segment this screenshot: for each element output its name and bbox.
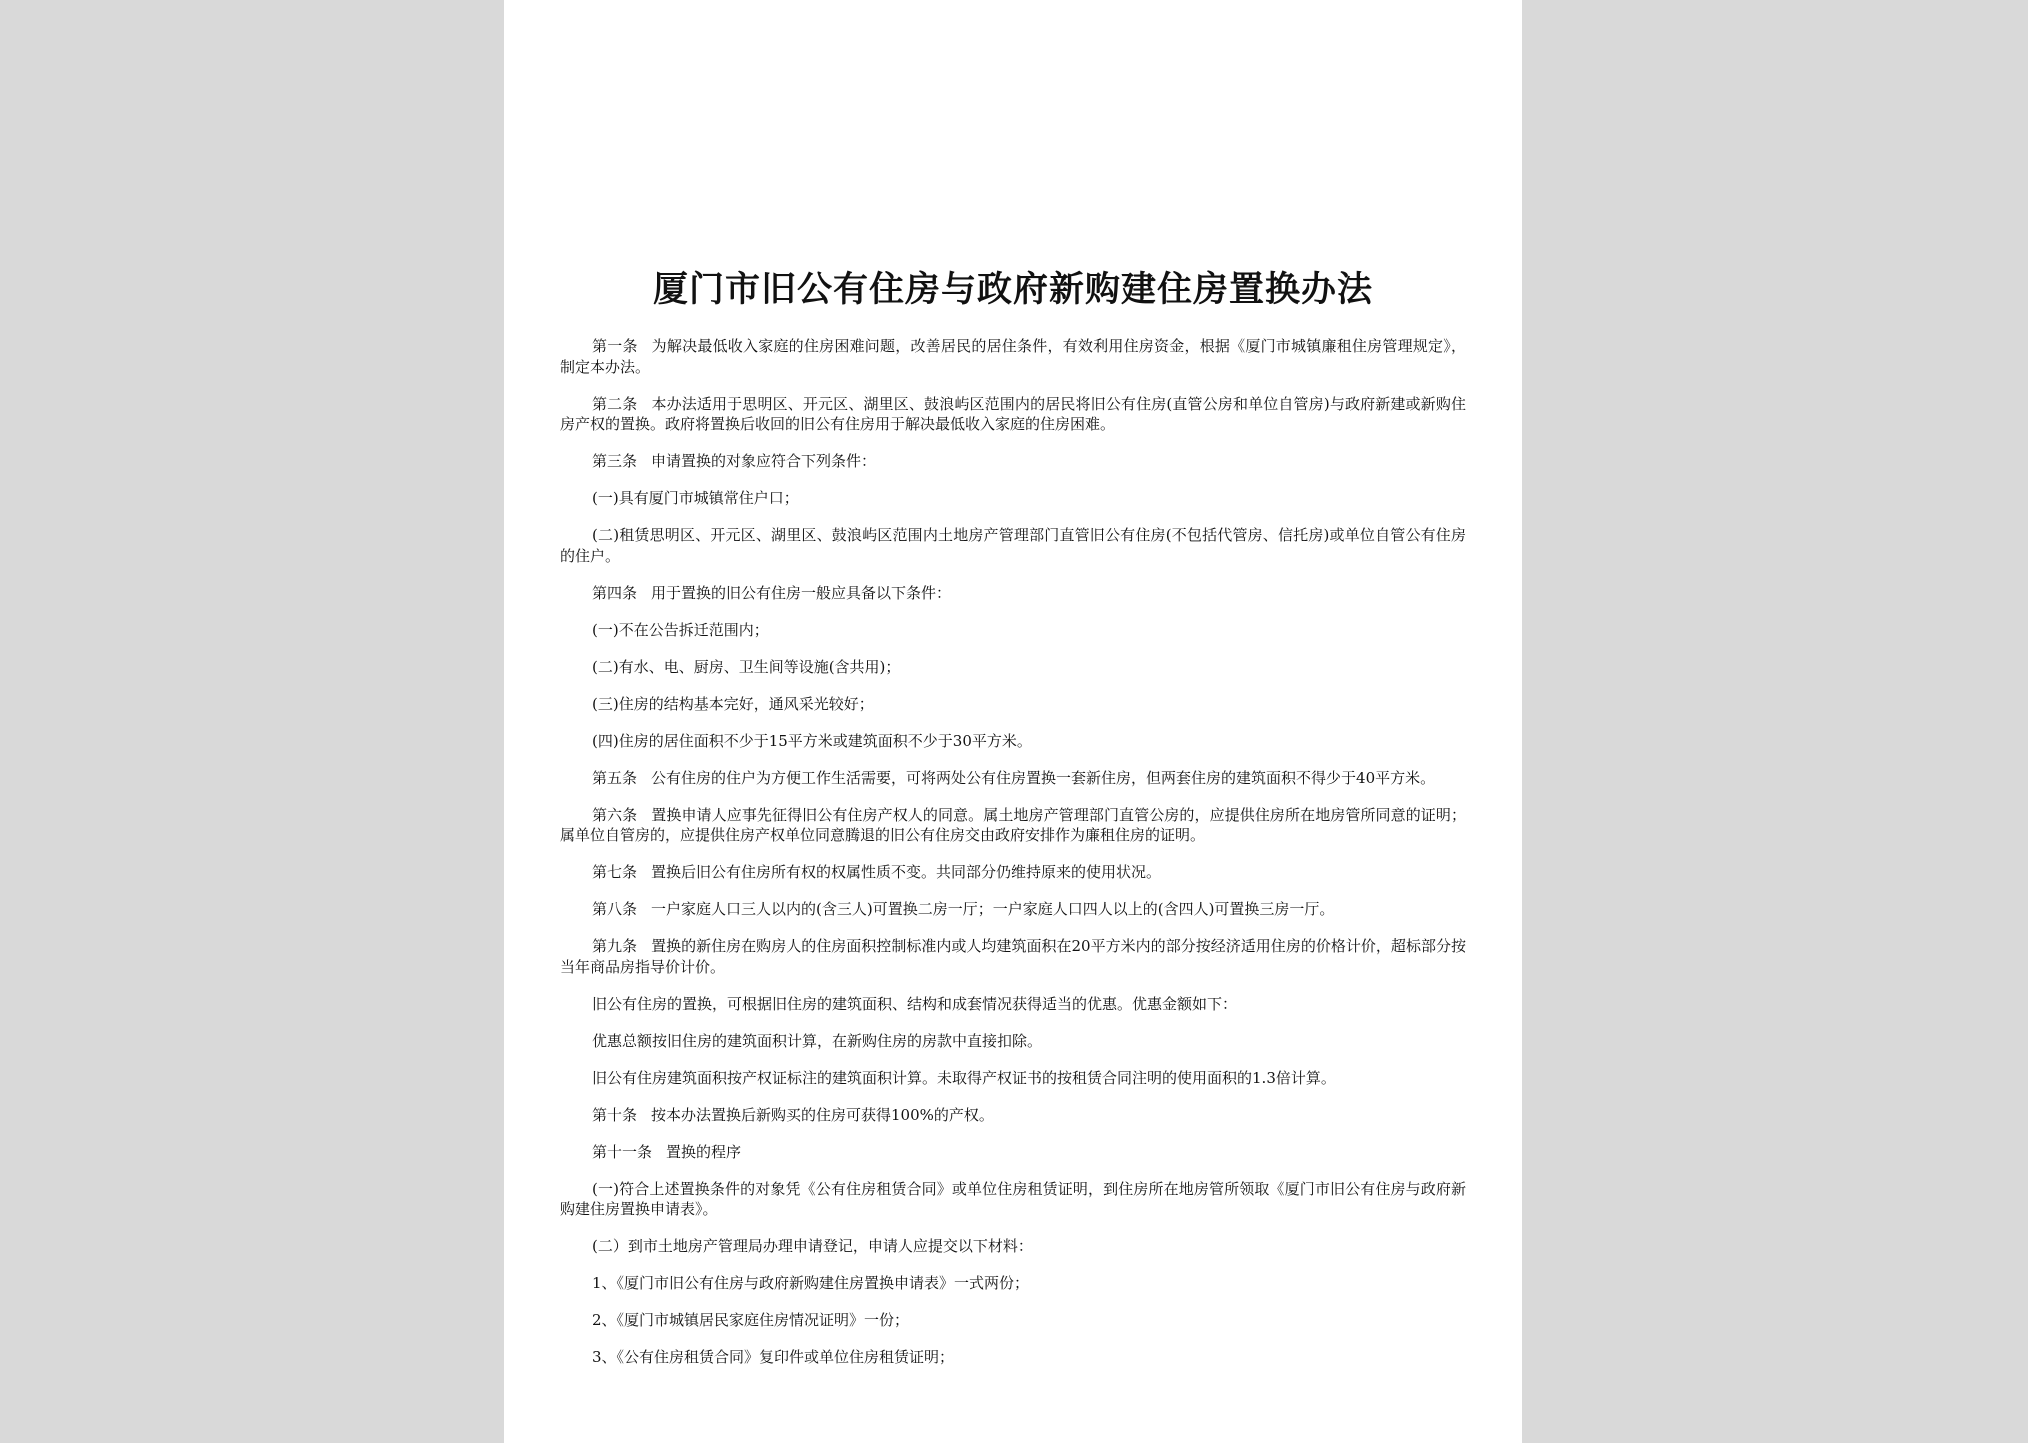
paragraph-text: (四)住房的居住面积不少于15平方米或建筑面积不少于30平方米。 <box>592 731 1032 750</box>
paragraph-text: 2、《厦门市城镇居民家庭住房情况证明》一份； <box>592 1311 910 1329</box>
paragraph-text: (二)租赁思明区、开元区、湖里区、鼓浪屿区范围内土地房产管理部门直管旧公有住房(不包括代管房、信托房)或单位自管公有住房的住户。 <box>560 526 1466 565</box>
paragraph <box>560 994 1466 1015</box>
paragraph <box>560 694 1466 715</box>
paragraph <box>560 525 1466 566</box>
paragraph-text: 申请置换的对象应符合下列条件： <box>651 452 877 470</box>
paragraph-text: (三)住房的结构基本完好，通风采光较好； <box>592 694 874 713</box>
paragraph-text: 本办法适用于思明区、开元区、湖里区、鼓浪屿区范围内的居民将旧公有住房(直管公房和单位自管房)与政府新建或新购住房产权的置换。政府将置换后收回的旧公有住房用于解决最低收入家庭的住房困难。 <box>560 394 1466 433</box>
paragraph-text: 按本办法置换后新购买的住房可获得100%的产权。 <box>651 1105 994 1124</box>
paragraph <box>560 336 1466 377</box>
paragraph-text: 为解决最低收入家庭的住房困难问题，改善居民的居住条件，有效利用住房资金，根据《厦门市城镇廉租住房管理规定》，制定本办法。 <box>560 337 1466 376</box>
paragraph-text: 一户家庭人口三人以内的(含三人)可置换二房一厅；一户家庭人口四人以上的(含四人)可置换三房一厅。 <box>651 900 1335 918</box>
article-number: 第十条 <box>592 1105 638 1124</box>
paragraph <box>560 1347 1466 1368</box>
paragraph-text: (二)有水、电、厨房、卫生间等设施(含共用)； <box>592 657 901 676</box>
paragraph-text: 1、《厦门市旧公有住房与政府新购建住房置换申请表》一式两份； <box>592 1274 1030 1292</box>
paragraph <box>560 1310 1466 1331</box>
paragraph <box>560 1142 1466 1163</box>
paragraph-text: 旧公有住房建筑面积按产权证标注的建筑面积计算。未取得产权证书的按租赁合同注明的使用面积的1.3倍计算。 <box>592 1068 1336 1087</box>
paragraph-text: 旧公有住房的置换，可根据旧住房的建筑面积、结构和成套情况获得适当的优惠。优惠金额如下： <box>592 994 1238 1013</box>
document-body <box>560 336 1466 1384</box>
paragraph-text: 3、《公有住房租赁合同》复印件或单位住房租赁证明； <box>592 1348 955 1366</box>
paragraph <box>560 488 1466 509</box>
article-number: 第一条 <box>592 337 638 355</box>
paragraph <box>560 899 1466 920</box>
paragraph <box>560 657 1466 678</box>
paragraph-text: (一)符合上述置换条件的对象凭《公有住房租赁合同》或单位住房租赁证明，到住房所在地房管所领取《厦门市旧公有住房与政府新购建住房置换申请表》。 <box>560 1179 1466 1218</box>
paragraph <box>560 1068 1466 1089</box>
paragraph <box>560 451 1466 472</box>
paragraph <box>560 1031 1466 1052</box>
paragraph <box>560 768 1466 789</box>
paragraph <box>560 1273 1466 1294</box>
paragraph <box>560 620 1466 641</box>
paragraph <box>560 805 1466 846</box>
paragraph-text: 置换申请人应事先征得旧公有住房产权人的同意。属土地房产管理部门直管公房的，应提供住房所在地房管所同意的证明；属单位自管房的，应提供住房产权单位同意腾退的旧公有住房交由政府安排作为廉租住房的证明。 <box>560 805 1466 844</box>
paragraph <box>560 1105 1466 1126</box>
paragraph <box>560 394 1466 435</box>
paragraph-text: 置换的程序 <box>666 1142 742 1161</box>
paragraph <box>560 1236 1466 1257</box>
paragraph <box>560 936 1466 977</box>
article-number: 第九条 <box>592 937 638 955</box>
paragraph <box>560 862 1466 883</box>
paragraph-text: (一)具有厦门市城镇常住户口； <box>592 489 799 507</box>
article-number: 第四条 <box>592 583 638 602</box>
article-number: 第三条 <box>592 452 638 470</box>
article-number: 第七条 <box>592 863 638 881</box>
article-number: 第十一条 <box>592 1142 653 1161</box>
document-title: 厦门市旧公有住房与政府新购建住房置换办法 <box>652 269 1373 310</box>
paragraph-text: 优惠总额按旧住房的建筑面积计算，在新购住房的房款中直接扣除。 <box>592 1031 1043 1050</box>
document-page <box>504 0 1522 1443</box>
paragraph <box>560 1179 1466 1220</box>
paragraph-text: 置换后旧公有住房所有权的权属性质不变。共同部分仍维持原来的使用状况。 <box>651 863 1162 881</box>
paragraph-text: 用于置换的旧公有住房一般应具备以下条件： <box>651 583 952 602</box>
paragraph <box>560 731 1466 752</box>
article-number: 第五条 <box>592 768 638 787</box>
paragraph-text: 公有住房的住户为方便工作生活需要，可将两处公有住房置换一套新住房，但两套住房的建筑面积不得少于40平方米。 <box>651 768 1436 787</box>
article-number: 第二条 <box>592 394 638 413</box>
paragraph <box>560 583 1466 604</box>
article-number: 第八条 <box>592 900 638 918</box>
paragraph-text: (一)不在公告拆迁范围内； <box>592 620 769 639</box>
article-number: 第六条 <box>592 805 638 824</box>
paragraph-text: 置换的新住房在购房人的住房面积控制标准内或人均建筑面积在20平方米内的部分按经济适用住房的价格计价，超标部分按当年商品房指导价计价。 <box>560 937 1466 976</box>
paragraph-text: (二）到市土地房产管理局办理申请登记，申请人应提交以下材料： <box>592 1237 1033 1255</box>
